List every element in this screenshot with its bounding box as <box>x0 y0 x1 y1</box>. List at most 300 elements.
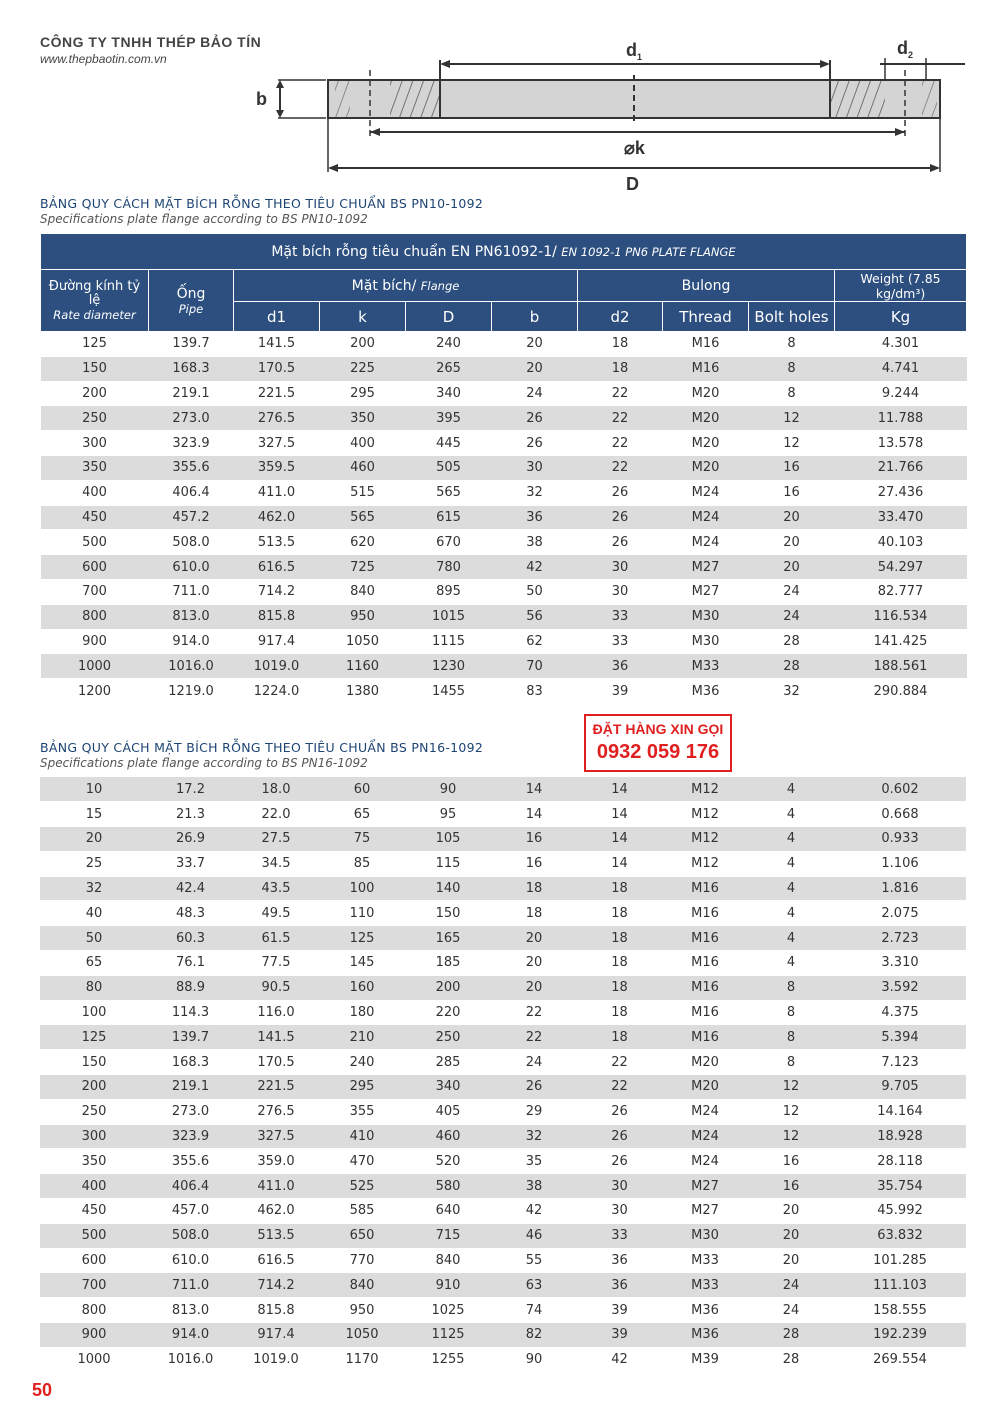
table-cell: 14 <box>491 777 577 802</box>
table-cell: 168.3 <box>149 356 234 381</box>
table-cell: 49.5 <box>233 901 319 926</box>
table-cell: 711.0 <box>149 579 234 604</box>
table-cell: M12 <box>662 827 748 852</box>
col-pipe: Ống Pipe <box>149 270 234 332</box>
table-cell: 26 <box>492 431 578 456</box>
table-cell: 225 <box>320 356 406 381</box>
k-label: ⌀k <box>624 138 645 158</box>
table-cell: 1170 <box>319 1347 405 1372</box>
table-cell: M27 <box>662 1174 748 1199</box>
table-cell: 36 <box>492 505 578 530</box>
table-cell: 18 <box>577 901 662 926</box>
table-cell: 1200 <box>41 679 149 704</box>
table-cell: 20 <box>492 332 578 357</box>
pn16-table <box>40 777 966 1373</box>
table-cell: 60 <box>319 777 405 802</box>
table-cell: 111.103 <box>834 1273 966 1298</box>
table-cell: 327.5 <box>233 1124 319 1149</box>
table-cell: 359.0 <box>233 1149 319 1174</box>
table-cell: 460 <box>405 1124 491 1149</box>
table-cell: M20 <box>662 1050 748 1075</box>
table-cell: 462.0 <box>234 505 320 530</box>
table-cell: 165 <box>405 926 491 951</box>
table-row <box>40 777 966 802</box>
table-cell: 22 <box>578 455 663 480</box>
table-main-title: Mặt bích rỗng tiêu chuẩn EN PN61092-1/ EN 1092-1 PN6 PLATE FLANGE <box>41 234 967 270</box>
table-cell: 16 <box>749 480 835 505</box>
table-cell: 150 <box>40 1050 148 1075</box>
table-cell: 2.723 <box>834 926 966 951</box>
table-cell: 32 <box>491 1124 577 1149</box>
table-cell: 355.6 <box>149 455 234 480</box>
table-cell: 340 <box>406 381 492 406</box>
table-cell: 900 <box>41 629 149 654</box>
table-cell: M12 <box>662 851 748 876</box>
table-cell: 4 <box>748 827 834 852</box>
table-cell: 101.285 <box>834 1248 966 1273</box>
table-row <box>41 654 967 679</box>
table-cell: M30 <box>663 604 749 629</box>
table-cell: 8 <box>749 332 835 357</box>
table-row <box>40 1248 966 1273</box>
table-cell: 917.4 <box>234 629 320 654</box>
table-cell: 780 <box>406 555 492 580</box>
table-cell: 500 <box>41 530 149 555</box>
table-row <box>40 1149 966 1174</box>
table-cell: 1219.0 <box>149 679 234 704</box>
table-cell: 8 <box>749 356 835 381</box>
table-row <box>41 555 967 580</box>
table-cell: 14 <box>577 827 662 852</box>
table-cell: 22 <box>491 1025 577 1050</box>
table-cell: 105 <box>405 827 491 852</box>
table-cell: 24 <box>749 579 835 604</box>
table-cell: 26.9 <box>148 827 233 852</box>
table-cell: M24 <box>662 1124 748 1149</box>
table-cell: 800 <box>40 1298 148 1323</box>
table-cell: 61.5 <box>233 926 319 951</box>
table-cell: 100 <box>40 1000 148 1025</box>
table-row <box>40 1050 966 1075</box>
table-cell: 4 <box>748 802 834 827</box>
table-cell: 20 <box>491 975 577 1000</box>
table-cell: 20 <box>492 356 578 381</box>
table-cell: 295 <box>320 381 406 406</box>
table-cell: 56 <box>492 604 578 629</box>
table-cell: 100 <box>319 876 405 901</box>
table-row <box>40 827 966 852</box>
table-cell: 150 <box>41 356 149 381</box>
table-cell: 4 <box>748 851 834 876</box>
table-cell: 457.2 <box>149 505 234 530</box>
table-cell: 450 <box>41 505 149 530</box>
table-cell: 620 <box>320 530 406 555</box>
table-cell: 8 <box>748 1000 834 1025</box>
table-cell: 1230 <box>406 654 492 679</box>
table-cell: 1016.0 <box>149 654 234 679</box>
table-cell: 600 <box>41 555 149 580</box>
table-cell: 26 <box>577 1099 662 1124</box>
table-cell: 5.394 <box>834 1025 966 1050</box>
table-cell: 406.4 <box>148 1174 233 1199</box>
table-cell: 42 <box>491 1199 577 1224</box>
table-cell: 18.0 <box>233 777 319 802</box>
table-cell: 22 <box>578 406 663 431</box>
table-cell: 580 <box>405 1174 491 1199</box>
table-cell: 20 <box>749 530 835 555</box>
table-cell: 20 <box>40 827 148 852</box>
table-cell: 1016.0 <box>148 1347 233 1372</box>
table-cell: 15 <box>40 802 148 827</box>
table-cell: 200 <box>320 332 406 357</box>
table-cell: 188.561 <box>835 654 967 679</box>
table-cell: 7.123 <box>834 1050 966 1075</box>
table-cell: 16 <box>491 827 577 852</box>
table-cell: 1025 <box>405 1298 491 1323</box>
table-cell: 565 <box>406 480 492 505</box>
table-cell: 28 <box>748 1323 834 1348</box>
table-cell: 285 <box>405 1050 491 1075</box>
table-cell: 18 <box>577 951 662 976</box>
table-cell: 9.705 <box>834 1075 966 1100</box>
table-cell: M24 <box>663 530 749 555</box>
order-hotline-label: ĐẶT HÀNG XIN GỌI <box>592 721 724 737</box>
table-cell: 290.884 <box>835 679 967 704</box>
table-cell: 50 <box>492 579 578 604</box>
table-cell: 616.5 <box>233 1248 319 1273</box>
table-cell: 711.0 <box>148 1273 233 1298</box>
table-cell: 8 <box>748 975 834 1000</box>
table-cell: 265 <box>406 356 492 381</box>
table-cell: 40.103 <box>835 530 967 555</box>
table-cell: 200 <box>40 1075 148 1100</box>
table-cell: 95 <box>405 802 491 827</box>
table-cell: M39 <box>662 1347 748 1372</box>
table-cell: 75 <box>319 827 405 852</box>
table-cell: 30 <box>492 455 578 480</box>
table-row <box>41 332 967 357</box>
company-website: www.thepbaotin.com.vn <box>40 52 167 66</box>
table-cell: 48.3 <box>148 901 233 926</box>
table-cell: 20 <box>749 555 835 580</box>
table-cell: 14 <box>577 777 662 802</box>
order-hotline-phone[interactable]: 0932 059 176 <box>596 741 720 763</box>
table-cell: M27 <box>663 579 749 604</box>
table-cell: M16 <box>662 975 748 1000</box>
table-cell: 950 <box>319 1298 405 1323</box>
table-cell: 28 <box>749 654 835 679</box>
table-cell: 400 <box>40 1174 148 1199</box>
table-cell: M12 <box>662 777 748 802</box>
table-cell: 26 <box>578 480 663 505</box>
table-cell: 4 <box>748 876 834 901</box>
table-cell: M33 <box>663 654 749 679</box>
table-row <box>41 579 967 604</box>
table-cell: 20 <box>491 926 577 951</box>
table-cell: 0.668 <box>834 802 966 827</box>
table-cell: 26 <box>578 505 663 530</box>
section2-title: BẢNG QUY CÁCH MẶT BÍCH RỖNG THEO TIÊU CHUẨN BS PN16-1092 <box>40 740 484 755</box>
table-row <box>41 629 967 654</box>
table-cell: 4 <box>748 777 834 802</box>
table-cell: 0.602 <box>834 777 966 802</box>
table-row <box>40 851 966 876</box>
table-cell: 610.0 <box>148 1248 233 1273</box>
table-cell: 340 <box>405 1075 491 1100</box>
table-cell: 30 <box>578 579 663 604</box>
b-label: b <box>256 89 267 109</box>
table-cell: 840 <box>320 579 406 604</box>
col-d2: d2 <box>578 302 663 332</box>
table-cell: M20 <box>663 406 749 431</box>
table-cell: 36 <box>577 1273 662 1298</box>
table-cell: 77.5 <box>233 951 319 976</box>
table-cell: 30 <box>577 1199 662 1224</box>
col-rate-diameter: Đường kính tỷ lệ Rate diameter <box>41 270 149 332</box>
table-cell: M24 <box>662 1149 748 1174</box>
table-cell: M16 <box>663 356 749 381</box>
table-cell: 33 <box>578 604 663 629</box>
table-cell: 411.0 <box>233 1174 319 1199</box>
table-cell: 24 <box>748 1298 834 1323</box>
table-cell: 39 <box>577 1298 662 1323</box>
table-cell: 610.0 <box>149 555 234 580</box>
table-cell: 63 <box>491 1273 577 1298</box>
table-cell: 445 <box>406 431 492 456</box>
table-cell: M16 <box>662 1025 748 1050</box>
col-flange: Mặt bích/ Flange <box>234 270 578 302</box>
table-cell: 20 <box>748 1199 834 1224</box>
section1-subtitle: Specifications plate flange according to BS PN10-1092 <box>40 212 368 226</box>
table-cell: 180 <box>319 1000 405 1025</box>
table-cell: 90 <box>405 777 491 802</box>
table-row <box>40 1099 966 1124</box>
table-cell: 670 <box>406 530 492 555</box>
table-cell: 18 <box>577 1025 662 1050</box>
table-cell: 30 <box>578 555 663 580</box>
table-cell: 160 <box>319 975 405 1000</box>
table-row <box>41 480 967 505</box>
table-cell: 1000 <box>40 1347 148 1372</box>
table-cell: 116.0 <box>233 1000 319 1025</box>
table-cell: 323.9 <box>148 1124 233 1149</box>
table-cell: 76.1 <box>148 951 233 976</box>
table-cell: 125 <box>40 1025 148 1050</box>
table-cell: 220 <box>405 1000 491 1025</box>
table-cell: 16 <box>491 851 577 876</box>
table-cell: M27 <box>663 555 749 580</box>
table-cell: 26 <box>491 1075 577 1100</box>
table-cell: 25 <box>40 851 148 876</box>
table-cell: 295 <box>319 1075 405 1100</box>
table-cell: 8 <box>749 381 835 406</box>
table-cell: 82 <box>491 1323 577 1348</box>
table-cell: M30 <box>663 629 749 654</box>
table-cell: 350 <box>41 455 149 480</box>
table-cell: 26 <box>577 1124 662 1149</box>
table-row <box>41 505 967 530</box>
table-cell: 200 <box>405 975 491 1000</box>
table-cell: 35 <box>491 1149 577 1174</box>
table-cell: 22 <box>578 431 663 456</box>
table-cell: 714.2 <box>234 579 320 604</box>
table-cell: 273.0 <box>148 1099 233 1124</box>
table-cell: 525 <box>319 1174 405 1199</box>
table-cell: 18 <box>578 356 663 381</box>
table-cell: 22 <box>577 1075 662 1100</box>
table-cell: 13.578 <box>835 431 967 456</box>
table-cell: 460 <box>320 455 406 480</box>
table-cell: 82.777 <box>835 579 967 604</box>
table-cell: 8 <box>748 1050 834 1075</box>
table-cell: 815.8 <box>234 604 320 629</box>
table-cell: 1224.0 <box>234 679 320 704</box>
table-cell: 300 <box>41 431 149 456</box>
table-row <box>40 926 966 951</box>
table-cell: 170.5 <box>234 356 320 381</box>
table-cell: 616.5 <box>234 555 320 580</box>
table-cell: 700 <box>41 579 149 604</box>
table-cell: 406.4 <box>149 480 234 505</box>
table-cell: 60.3 <box>148 926 233 951</box>
table-cell: 141.5 <box>233 1025 319 1050</box>
table-cell: 1050 <box>320 629 406 654</box>
table-cell: 27.5 <box>233 827 319 852</box>
table-cell: 250 <box>41 406 149 431</box>
table-cell: M16 <box>662 901 748 926</box>
table-cell: 4 <box>748 926 834 951</box>
table-row <box>40 1025 966 1050</box>
col-D: D <box>406 302 492 332</box>
table-cell: 240 <box>319 1050 405 1075</box>
table-cell: 110 <box>319 901 405 926</box>
table-cell: 43.5 <box>233 876 319 901</box>
table-row <box>41 679 967 704</box>
table-cell: 14.164 <box>834 1099 966 1124</box>
table-cell: 450 <box>40 1199 148 1224</box>
table-cell: M20 <box>663 455 749 480</box>
table-cell: 28 <box>749 629 835 654</box>
table-cell: M20 <box>663 381 749 406</box>
table-row <box>40 1323 966 1348</box>
table-cell: 14 <box>577 802 662 827</box>
table-cell: 1019.0 <box>233 1347 319 1372</box>
table-row <box>40 876 966 901</box>
table-cell: M36 <box>662 1323 748 1348</box>
table-cell: M24 <box>663 480 749 505</box>
table-cell: 18 <box>577 1000 662 1025</box>
table-cell: 18 <box>577 876 662 901</box>
table-cell: 90.5 <box>233 975 319 1000</box>
table-cell: 725 <box>320 555 406 580</box>
table-cell: 88.9 <box>148 975 233 1000</box>
table-cell: 18 <box>491 901 577 926</box>
table-cell: 3.310 <box>834 951 966 976</box>
page-number: 50 <box>32 1380 53 1400</box>
table-cell: 1455 <box>406 679 492 704</box>
table-cell: 33 <box>578 629 663 654</box>
table-cell: 139.7 <box>148 1025 233 1050</box>
table-cell: 508.0 <box>149 530 234 555</box>
table-cell: M16 <box>662 951 748 976</box>
table-cell: 4 <box>748 951 834 976</box>
table-cell: 20 <box>748 1248 834 1273</box>
section1-title: BẢNG QUY CÁCH MẶT BÍCH RỖNG THEO TIÊU CHUẨN BS PN10-1092 <box>40 196 484 211</box>
table-cell: 139.7 <box>149 332 234 357</box>
table-cell: 4.301 <box>835 332 967 357</box>
table-cell: 125 <box>41 332 149 357</box>
table-cell: 32 <box>749 679 835 704</box>
table-cell: M27 <box>662 1199 748 1224</box>
table-row <box>40 1223 966 1248</box>
table-cell: M33 <box>662 1248 748 1273</box>
table-cell: M16 <box>663 332 749 357</box>
table-cell: 21.3 <box>148 802 233 827</box>
table-cell: 462.0 <box>233 1199 319 1224</box>
col-k: k <box>320 302 406 332</box>
table-cell: 39 <box>577 1323 662 1348</box>
table-cell: 22 <box>491 1000 577 1025</box>
table-cell: 45.992 <box>834 1199 966 1224</box>
table-cell: 813.0 <box>148 1298 233 1323</box>
table-cell: 17.2 <box>148 777 233 802</box>
table-row <box>41 455 967 480</box>
table-cell: 900 <box>40 1323 148 1348</box>
table-cell: 9.244 <box>835 381 967 406</box>
table-cell: 714.2 <box>233 1273 319 1298</box>
table-cell: 715 <box>405 1223 491 1248</box>
table-row <box>40 1273 966 1298</box>
table-cell: 22 <box>578 381 663 406</box>
table-cell: 1115 <box>406 629 492 654</box>
table-cell: 12 <box>749 406 835 431</box>
pn10-table <box>40 233 967 704</box>
table-cell: 29 <box>491 1099 577 1124</box>
table-cell: M16 <box>662 876 748 901</box>
col-d1: d1 <box>234 302 320 332</box>
table-cell: 22.0 <box>233 802 319 827</box>
table-cell: M36 <box>663 679 749 704</box>
table-cell: 1160 <box>320 654 406 679</box>
table-cell: 250 <box>405 1025 491 1050</box>
table-cell: 28 <box>748 1347 834 1372</box>
table-cell: 11.788 <box>835 406 967 431</box>
table-cell: 26 <box>492 406 578 431</box>
table-cell: 22 <box>577 1050 662 1075</box>
table-cell: 34.5 <box>233 851 319 876</box>
table-cell: 18 <box>578 332 663 357</box>
table-cell: 273.0 <box>149 406 234 431</box>
table-cell: 770 <box>319 1248 405 1273</box>
order-hotline-box[interactable] <box>584 714 732 772</box>
table-cell: 83 <box>492 679 578 704</box>
table-cell: 18 <box>491 876 577 901</box>
table-cell: 500 <box>40 1223 148 1248</box>
table-cell: 32 <box>40 876 148 901</box>
table-cell: 914.0 <box>148 1323 233 1348</box>
table-cell: 210 <box>319 1025 405 1050</box>
table-cell: 115 <box>405 851 491 876</box>
table-cell: 640 <box>405 1199 491 1224</box>
flange-diagram <box>250 30 970 200</box>
table-cell: 46 <box>491 1223 577 1248</box>
hatch-right <box>830 80 885 118</box>
table-cell: 815.8 <box>233 1298 319 1323</box>
table-cell: 12 <box>748 1075 834 1100</box>
table-cell: 1019.0 <box>234 654 320 679</box>
d2-label: $d_2$ <box>897 38 914 60</box>
table-cell: M12 <box>662 802 748 827</box>
